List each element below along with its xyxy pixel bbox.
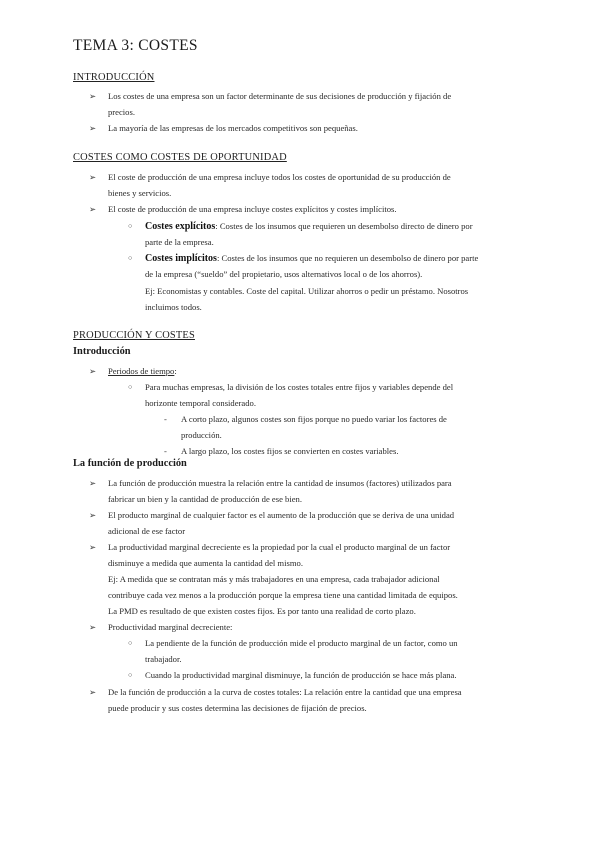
bullet-arrow-icon: ➢: [89, 366, 97, 376]
bullet-text: trabajador.: [145, 654, 182, 664]
definition-text: de la empresa (“sueldo” del propietario, usos alternativos local o de los ahorros).: [145, 269, 423, 279]
bullet-circle-icon: ○: [128, 222, 133, 230]
term-costes-explicitos: Costes explícitos: [145, 221, 216, 232]
bullet-text: El coste de producción de una empresa incluye costes explícitos y costes implícitos.: [108, 204, 397, 214]
bullet-dash-icon: -: [164, 446, 167, 456]
bullet-arrow-icon: ➢: [89, 91, 97, 101]
bullet-arrow-icon: ➢: [89, 478, 97, 488]
bullet-text: Para muchas empresas, la división de los costes totales entre fijos y variables depende del: [145, 382, 454, 392]
bullet-text: El coste de producción de una empresa incluye todos los costes de oportunidad de su producción de: [108, 172, 451, 182]
bullet-text: producción.: [181, 430, 222, 440]
example-text: incluimos todos.: [145, 302, 202, 312]
colon-text: :: [174, 366, 177, 376]
definition-text: : Costes de los insumos que no requieren un desembolso de dinero por parte: [216, 253, 479, 263]
bullet-arrow-icon: ➢: [89, 172, 97, 182]
bullet-text: Productividad marginal decreciente:: [108, 622, 233, 632]
section-heading-introduccion: INTRODUCCIÓN: [73, 72, 155, 83]
bullet-text: fabricar un bien y la cantidad de producción de ese bien.: [108, 494, 302, 504]
section-heading-produccion: PRODUCCIÓN Y COSTES: [73, 330, 195, 341]
bullet-dash-icon: -: [164, 414, 167, 424]
bullet-text: adicional de ese factor: [108, 526, 186, 536]
term-costes-implicitos: Costes implícitos: [145, 253, 217, 264]
bullet-text: A largo plazo, los costes fijos se convierten en costes variables.: [181, 446, 399, 456]
example-text: contribuye cada vez menos a la producción porque la empresa tiene una cantidad limitada de equipos.: [108, 590, 458, 600]
subheading-introduccion: Introducción: [73, 346, 131, 357]
bullet-text: De la función de producción a la curva de costes totales: La relación entre la cantidad que una empresa: [108, 687, 462, 697]
bullet-arrow-icon: ➢: [89, 204, 97, 214]
page-title: TEMA 3: COSTES: [73, 37, 198, 54]
bullet-text: Los costes de una empresa son un factor determinante de sus decisiones de producción y fijación de: [108, 91, 452, 101]
bullet-arrow-icon: ➢: [89, 510, 97, 520]
bullet-text: El producto marginal de cualquier factor es el aumento de la producción que se deriva de una unidad: [108, 510, 455, 520]
bullet-circle-icon: ○: [128, 671, 133, 679]
section-heading-oportunidad: COSTES COMO COSTES DE OPORTUNIDAD: [73, 152, 287, 163]
bullet-text: Cuando la productividad marginal disminuye, la función de producción se hace más plana.: [145, 670, 457, 680]
example-text: Ej: A medida que se contratan más y más trabajadores en una empresa, cada trabajador adicional: [108, 574, 440, 584]
definition-text: : Costes de los insumos que requieren un desembolso directo de dinero por: [215, 221, 473, 231]
bullet-circle-icon: ○: [128, 639, 133, 647]
underlined-term: Periodos de tiempo: [108, 366, 175, 376]
bullet-text: La mayoría de las empresas de los mercados competitivos son pequeñas.: [108, 123, 358, 133]
bullet-text: precios.: [108, 107, 135, 117]
example-text: Ej: Economistas y contables. Coste del capital. Utilizar ahorros o pedir un préstamo. Nosotros: [145, 286, 469, 296]
bullet-text: La productividad marginal decreciente es la propiedad por la cual el producto marginal de un factor: [108, 542, 451, 552]
bullet-arrow-icon: ➢: [89, 542, 97, 552]
bullet-circle-icon: ○: [128, 383, 133, 391]
definition-line: [145, 250, 478, 267]
definition-line: [145, 218, 473, 235]
bullet-text: puede producir y sus costes determina las decisiones de fijación de precios.: [108, 703, 367, 713]
bullet-arrow-icon: ➢: [89, 622, 97, 632]
bullet-arrow-icon: ➢: [89, 123, 97, 133]
bullet-text: La PMD es resultado de que existen costes fijos. Es por tanto una realidad de corto plazo.: [108, 606, 416, 616]
bullet-text: horizonte temporal considerado.: [145, 398, 256, 408]
bullet-arrow-icon: ➢: [89, 687, 97, 697]
definition-text: parte de la empresa.: [145, 237, 214, 247]
bullet-text: La función de producción muestra la relación entre la cantidad de insumos (factores) utilizados para: [108, 478, 452, 488]
bullet-text: [108, 363, 177, 379]
bullet-text: bienes y servicios.: [108, 188, 172, 198]
bullet-text: La pendiente de la función de producción mide el producto marginal de un factor, como un: [145, 638, 458, 648]
bullet-text: A corto plazo, algunos costes son fijos porque no puedo variar los factores de: [181, 414, 447, 424]
subheading-funcion-produccion: La función de producción: [73, 458, 187, 469]
bullet-text: disminuye a medida que aumenta la cantidad del mismo.: [108, 558, 303, 568]
bullet-circle-icon: ○: [128, 254, 133, 262]
